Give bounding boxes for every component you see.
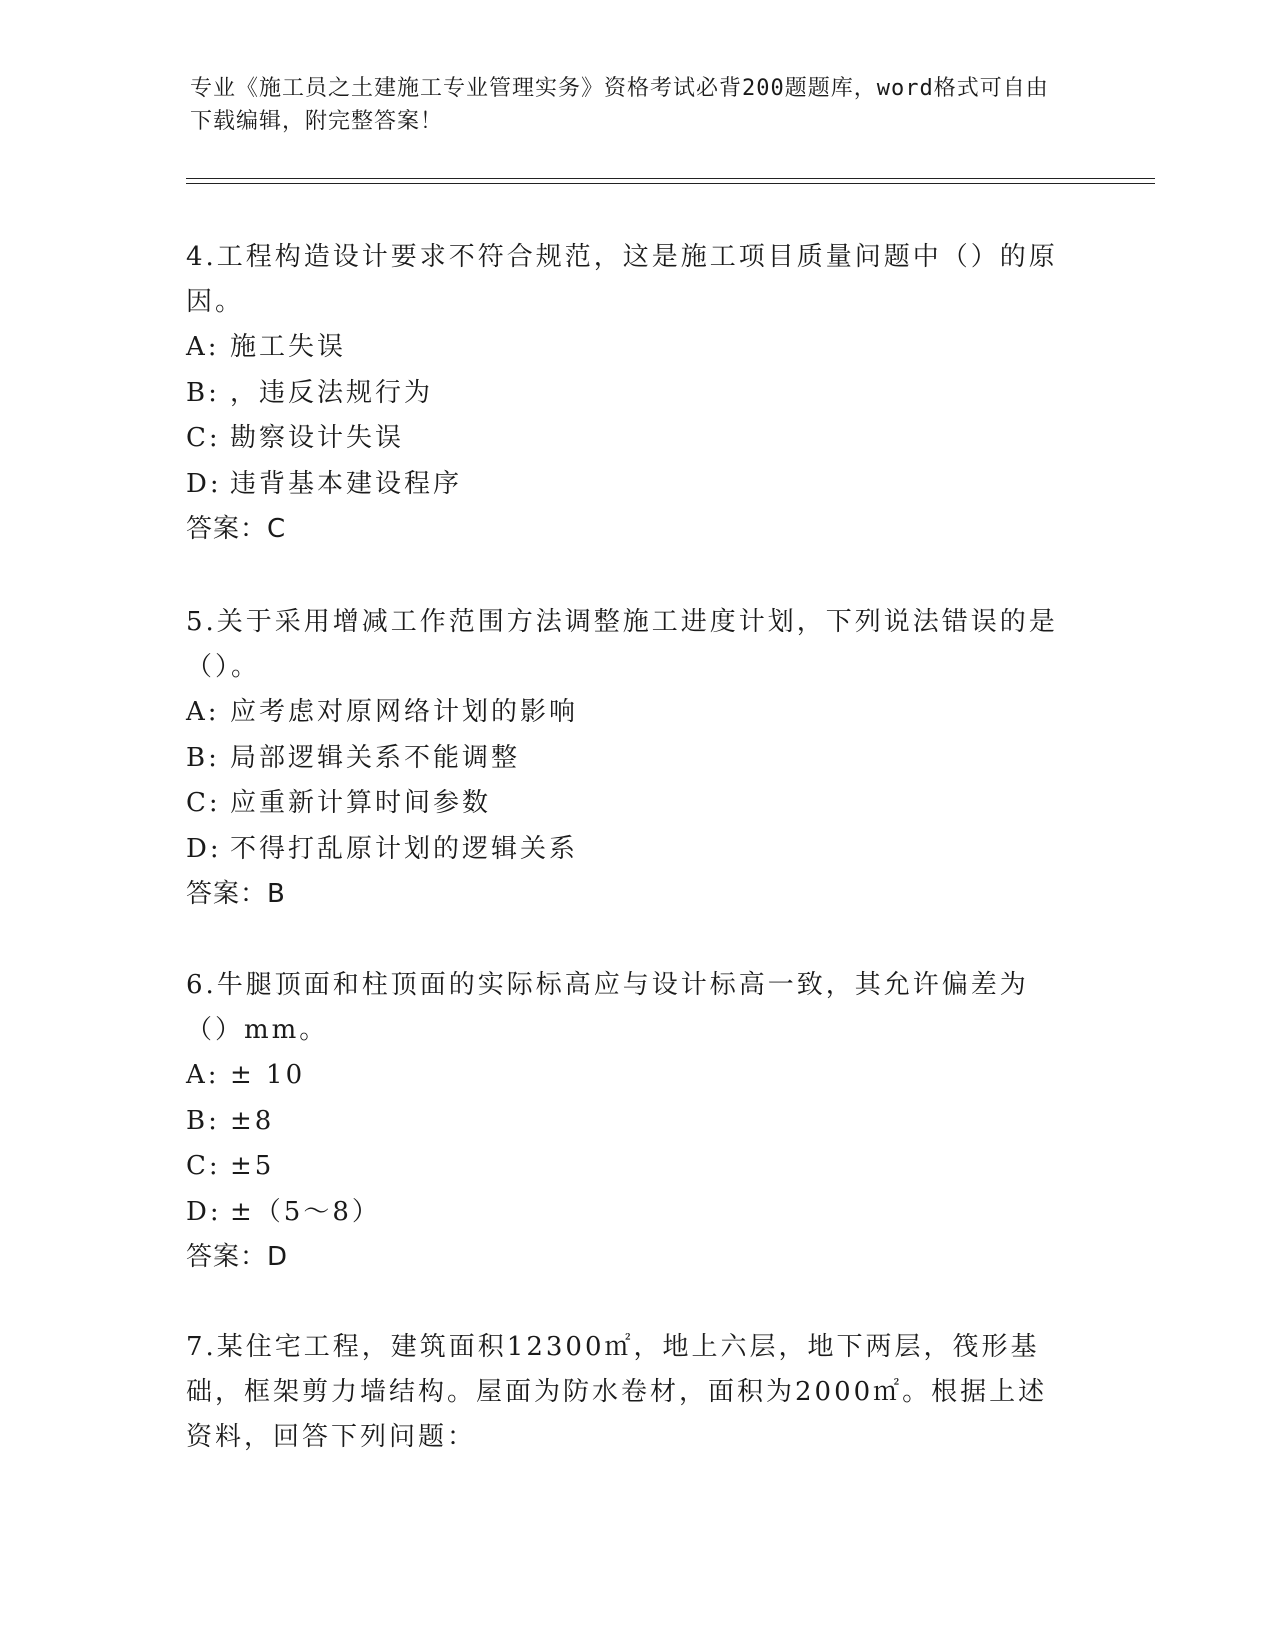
answer-line: 答案：D xyxy=(186,1242,289,1272)
option-b xyxy=(186,371,1066,417)
option-d xyxy=(186,462,1066,508)
option-b xyxy=(186,1099,1066,1145)
answer-line: 答案：B xyxy=(186,879,286,909)
question-5 xyxy=(186,600,1066,917)
option-text: 施工失误 xyxy=(230,332,347,362)
option-key: D: xyxy=(186,833,222,864)
option-key: B: xyxy=(186,742,220,773)
option-d xyxy=(186,1190,1066,1236)
option-c xyxy=(186,1144,1066,1190)
option-key: C: xyxy=(186,423,221,453)
option-text: ±8 xyxy=(230,1105,275,1136)
question-4 xyxy=(186,235,1066,552)
answer-line: 答案：C xyxy=(186,514,287,544)
option-text: 应考虑对原网络计划的影响 xyxy=(230,697,579,727)
option-d xyxy=(186,827,1066,873)
option-key: A: xyxy=(186,697,220,727)
option-key: B: xyxy=(186,1105,220,1136)
option-b xyxy=(186,736,1066,782)
option-key: D: xyxy=(186,1196,222,1227)
question-stem: 5.关于采用增减工作范围方法调整施工进度计划，下列说法错误的是（）。 xyxy=(186,607,1058,682)
question-stem: 4.工程构造设计要求不符合规范，这是施工项目质量问题中（）的原因。 xyxy=(186,242,1058,317)
option-c xyxy=(186,781,1066,827)
option-key: A: xyxy=(186,332,220,362)
header-divider-bottom xyxy=(186,183,1155,184)
option-text: 局部逻辑关系不能调整 xyxy=(230,742,521,773)
document-header: 专业《施工员之土建施工专业管理实务》资格考试必背200题题库，word格式可自由下载编辑，附完整答案！ xyxy=(190,76,1049,134)
option-text: 勘察设计失误 xyxy=(230,423,405,453)
option-key: D: xyxy=(186,468,222,499)
question-6 xyxy=(186,963,1066,1280)
option-text: ±（5～8） xyxy=(230,1196,381,1227)
option-a xyxy=(186,325,1066,371)
option-c xyxy=(186,416,1066,462)
option-text: 应重新计算时间参数 xyxy=(230,788,492,818)
option-key: A: xyxy=(186,1060,220,1090)
option-a xyxy=(186,1053,1066,1099)
question-stem: 7.某住宅工程，建筑面积12300㎡，地上六层，地下两层，筏形基础，框架剪力墙结构。屋面为防水卷材，面积为2000㎡。根据上述资料，回答下列问题： xyxy=(186,1332,1048,1452)
question-7 xyxy=(186,1325,1066,1460)
option-text: ±5 xyxy=(230,1151,275,1181)
option-text: ± 10 xyxy=(230,1060,306,1090)
option-text: 不得打乱原计划的逻辑关系 xyxy=(230,833,579,864)
question-stem: 6.牛腿顶面和柱顶面的实际标高应与设计标高一致，其允许偏差为（）mm。 xyxy=(186,970,1029,1045)
option-text: 违背基本建设程序 xyxy=(230,468,463,499)
header-divider-top xyxy=(186,178,1155,179)
option-text: ，违反法规行为 xyxy=(230,377,434,408)
option-key: B: xyxy=(186,377,220,408)
option-key: C: xyxy=(186,788,221,818)
option-a xyxy=(186,690,1066,736)
option-key: C: xyxy=(186,1151,221,1181)
